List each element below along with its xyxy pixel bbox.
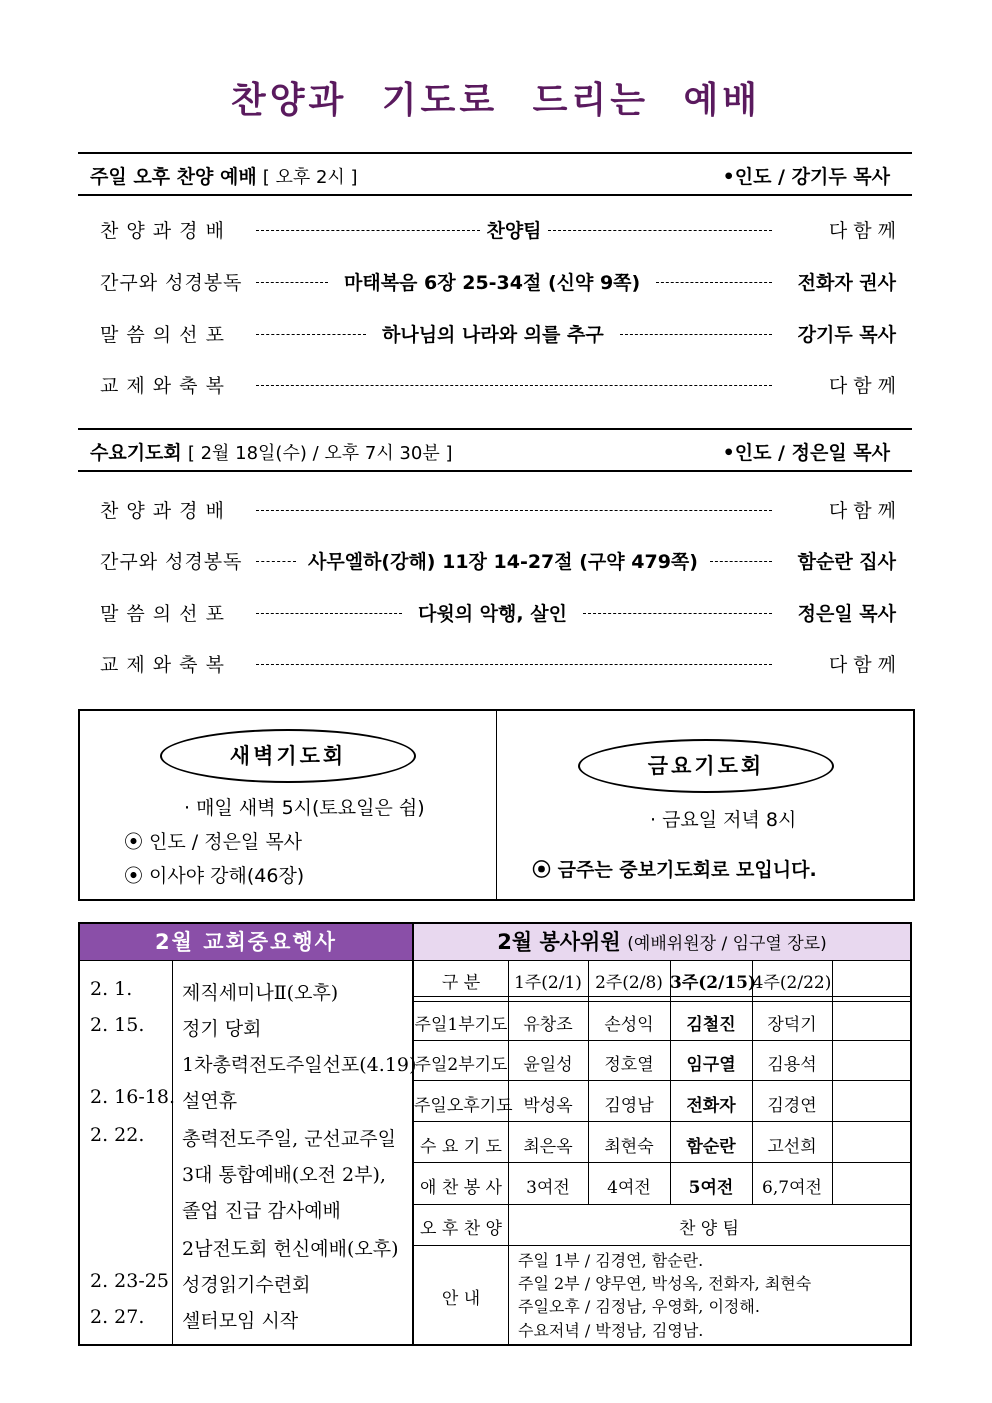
row-rule (414, 1080, 910, 1081)
wednesday-row (100, 648, 896, 678)
service-cell: 5여전 (688, 1178, 734, 1198)
friday-prayer-title: 금요기도회 (578, 739, 834, 793)
row-by: 함순란 집사 (797, 550, 896, 573)
sunday-service-header (78, 152, 912, 196)
row-rule (414, 996, 910, 997)
service-cell: 김경연 (767, 1096, 817, 1116)
service-cell: 김철진 (686, 1015, 736, 1035)
row-content: 하나님의 나라와 의를 추구 (382, 323, 604, 346)
sunday-row (100, 214, 896, 244)
event-text: 정기 당회 (182, 1018, 262, 1040)
row-content: 찬양팀 (486, 219, 542, 242)
sunday-service-title: 주일 오후 찬양 예배 (90, 166, 257, 188)
row-by: 강기두 목사 (797, 323, 896, 346)
dash-leader (256, 664, 772, 665)
service-cell: 고선희 (767, 1137, 817, 1157)
row-content: 다윗의 악행, 살인 (418, 602, 567, 625)
service-cell: 손성익 (604, 1015, 654, 1035)
service-cell: 최은옥 (523, 1137, 573, 1157)
event-text: 2남전도회 헌신예배(오후) (182, 1238, 399, 1260)
event-date: 2. 22. (90, 1124, 145, 1146)
column-header: 1주(2/1) (514, 973, 582, 993)
sunday-service-time: [ 오후 2시 ] (262, 167, 358, 188)
row-by: 다 함 께 (828, 653, 896, 676)
event-date: 2. 23-25 (90, 1270, 169, 1292)
column-header: 2주(2/8) (595, 973, 663, 993)
row-rule (414, 1162, 910, 1163)
dash-leader (256, 282, 328, 283)
service-cell: 장덕기 (767, 1015, 817, 1035)
row-rule (414, 1001, 910, 1002)
service-cell: 찬 양 팀 (678, 1219, 740, 1239)
notice-line: 수요저녁 / 박정남, 김영남. (518, 1321, 704, 1340)
event-text: 3대 통합예배(오전 2부), (182, 1164, 386, 1186)
dawn-prayer-topic: ⦿ 이사야 강해(46장) (124, 865, 305, 887)
service-cell: 박성옥 (523, 1096, 573, 1116)
event-text: 성경읽기수련회 (182, 1274, 311, 1296)
service-cell: 유창조 (523, 1015, 573, 1035)
event-date: 2. 27. (90, 1306, 145, 1328)
service-cell: 김영남 (604, 1096, 654, 1116)
row-label: 간구와 성경봉독 (100, 271, 243, 294)
dash-leader (620, 334, 772, 335)
row-by: 정은일 목사 (797, 602, 896, 625)
service-cell: 4여전 (607, 1178, 651, 1198)
row-label: 교 제 와 축 복 (100, 653, 225, 676)
row-label: 주일2부기도 (414, 1055, 508, 1075)
row-by: 전화자 권사 (797, 271, 896, 294)
wednesday-service-header (78, 428, 912, 472)
friday-prayer-note: ⦿ 금주는 중보기도회로 모입니다. (532, 859, 817, 881)
dash-leader (256, 385, 772, 386)
row-rule (414, 1040, 910, 1041)
dawn-prayer-leader: ⦿ 인도 / 정은일 목사 (124, 831, 303, 853)
service-cell: 김용석 (767, 1055, 817, 1075)
service-heading (414, 924, 910, 960)
row-label: 오 후 찬 양 (420, 1219, 502, 1239)
column-header: 4주(2/22) (752, 973, 832, 993)
dash-leader (256, 613, 402, 614)
row-label: 수 요 기 도 (420, 1137, 502, 1157)
service-cell: 함순란 (686, 1137, 736, 1157)
row-label: 찬 양 과 경 배 (100, 219, 225, 242)
row-content: 마태복음 6장 25-34절 (신약 9쪽) (344, 271, 641, 294)
service-cell: 전화자 (686, 1096, 736, 1116)
service-cell: 임구열 (686, 1055, 736, 1075)
notice-line: 주일 1부 / 김경연, 함순란. (518, 1251, 704, 1270)
row-label: 말 씀 의 선 포 (100, 602, 225, 625)
event-text: 총력전도주일, 군선교주일 (182, 1128, 396, 1150)
event-date: 2. 1. (90, 978, 133, 1000)
friday-prayer-time: · 금요일 저녁 8시 (650, 809, 797, 831)
sunday-row (100, 266, 896, 296)
service-heading-note: (예배위원장 / 임구열 장로) (627, 934, 827, 954)
column-header: 3주(2/15) (670, 973, 757, 993)
column-divider (172, 960, 173, 1344)
row-label: 주일오후기도 (414, 1096, 513, 1116)
row-rule (414, 1121, 910, 1122)
dawn-prayer-title: 새벽기도회 (160, 729, 416, 783)
service-cell: 3여전 (526, 1178, 570, 1198)
service-heading-title: 2월 봉사위원 (497, 930, 621, 954)
service-cell: 최현숙 (604, 1137, 654, 1157)
service-cell: 6,7여전 (762, 1178, 822, 1198)
service-cell: 윤일성 (523, 1055, 573, 1075)
event-date: 2. 15. (90, 1014, 145, 1036)
event-text: 1차총력전도주일선포(4.19) (182, 1054, 417, 1076)
row-by: 다 함 께 (828, 374, 896, 397)
row-rule (414, 1204, 910, 1205)
events-service-table (78, 922, 912, 1346)
event-text: 졸업 진급 감사예배 (182, 1200, 341, 1222)
notice-line: 주일오후 / 김정남, 우영화, 이정해. (518, 1297, 760, 1316)
event-text: 설연휴 (182, 1090, 238, 1112)
column-header: 구 분 (441, 973, 481, 993)
row-label: 말 씀 의 선 포 (100, 323, 225, 346)
wednesday-service-title: 수요기도회 (90, 442, 182, 464)
row-label: 교 제 와 축 복 (100, 374, 225, 397)
dash-leader (256, 510, 772, 511)
dash-leader (710, 561, 772, 562)
wednesday-row (100, 494, 896, 524)
row-label: 안 내 (441, 1289, 481, 1309)
dash-leader (583, 613, 772, 614)
row-label: 간구와 성경봉독 (100, 550, 243, 573)
prayer-meetings-box (78, 709, 915, 901)
wednesday-service-time: [ 2월 18일(수) / 오후 7시 30분 ] (187, 443, 453, 464)
sunday-row (100, 318, 896, 348)
wednesday-service-leader: •인도 / 정은일 목사 (722, 442, 890, 464)
dash-leader (256, 561, 296, 562)
wednesday-row (100, 597, 896, 627)
header-rule (80, 960, 910, 961)
event-text: 제직세미나Ⅱ(오후) (182, 982, 339, 1004)
dash-leader (548, 230, 772, 231)
divider (496, 711, 497, 899)
row-by: 다 함 께 (828, 499, 896, 522)
dawn-prayer-time: · 매일 새벽 5시(토요일은 쉼) (184, 797, 425, 819)
sunday-service-leader: •인도 / 강기두 목사 (722, 166, 890, 188)
dash-leader (656, 282, 772, 283)
notice-line: 주일 2부 / 양무연, 박성옥, 전화자, 최현숙 (518, 1274, 812, 1293)
row-label: 찬 양 과 경 배 (100, 499, 225, 522)
service-cell: 정호열 (604, 1055, 654, 1075)
row-by: 다 함 께 (828, 219, 896, 242)
wednesday-row (100, 545, 896, 575)
event-text: 셀터모임 시작 (182, 1310, 299, 1332)
row-label: 애 찬 봉 사 (420, 1178, 502, 1198)
page-title: 찬양과 기도로 드리는 예배 (230, 80, 762, 121)
sunday-row (100, 369, 896, 399)
row-label: 주일1부기도 (414, 1015, 508, 1035)
row-rule (414, 1245, 910, 1246)
dash-leader (256, 334, 366, 335)
events-heading: 2월 교회중요행사 (80, 924, 412, 960)
row-content: 사무엘하(강해) 11장 14-27절 (구약 479쪽) (308, 550, 698, 573)
event-date: 2. 16-18. (90, 1086, 175, 1108)
dash-leader (256, 230, 480, 231)
